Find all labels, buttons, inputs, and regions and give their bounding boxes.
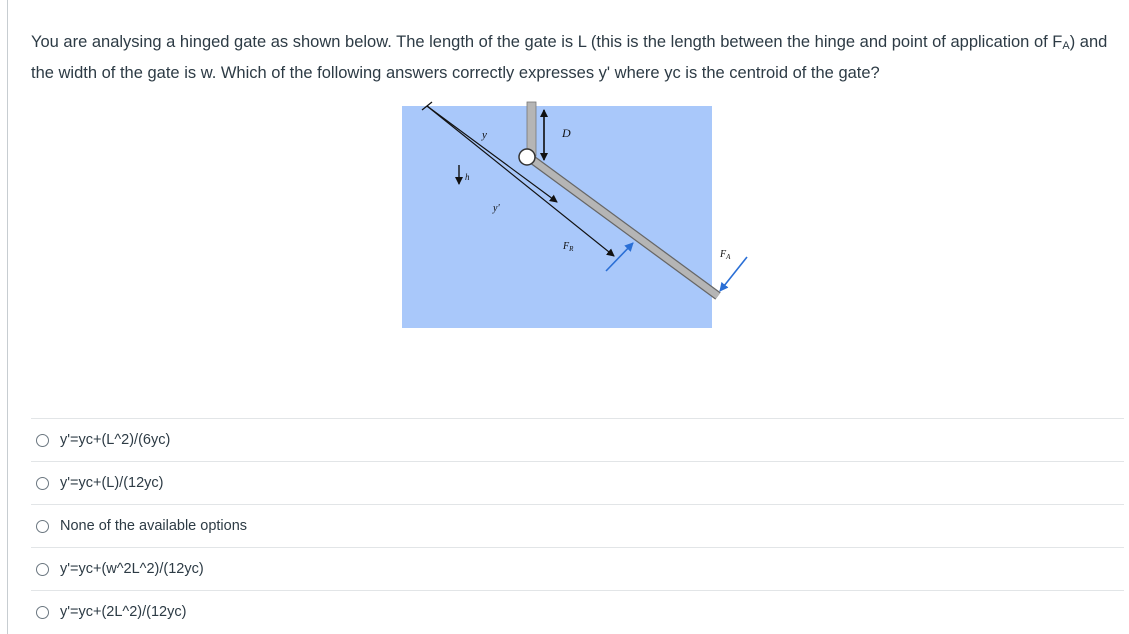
radio-button[interactable] bbox=[36, 434, 49, 447]
label-h: h bbox=[465, 172, 470, 182]
label-fr: $F_R$ bbox=[563, 241, 574, 253]
answer-option-4[interactable] bbox=[31, 547, 1124, 590]
question-part1: You are analysing a hinged gate as shown below. The length of the gate is L (this is the length between the hinge and point of application of F bbox=[31, 33, 1063, 51]
label-y: y bbox=[482, 129, 487, 141]
hinge-circle bbox=[519, 149, 535, 165]
radio-button[interactable] bbox=[36, 606, 49, 619]
answer-option-5[interactable] bbox=[31, 590, 1124, 633]
label-y-prime: y' bbox=[493, 203, 500, 214]
question-text bbox=[31, 29, 1127, 87]
label-fa: $F_A$ bbox=[720, 249, 731, 261]
answer-label: y'=yc+(2L^2)/(12yc) bbox=[60, 604, 187, 620]
answer-option-3[interactable] bbox=[31, 504, 1124, 547]
radio-button[interactable] bbox=[36, 477, 49, 490]
vertical-wall bbox=[527, 102, 536, 156]
answer-label: y'=yc+(w^2L^2)/(12yc) bbox=[60, 561, 204, 577]
answer-label: None of the available options bbox=[60, 518, 248, 534]
label-D: D bbox=[562, 126, 571, 140]
answer-label: y'=yc+(L)/(12yc) bbox=[60, 475, 164, 491]
question-subscript: A bbox=[1062, 40, 1070, 52]
radio-button[interactable] bbox=[36, 563, 49, 576]
fa-force-arrow bbox=[720, 257, 747, 291]
answer-option-2[interactable] bbox=[31, 461, 1124, 504]
answer-list bbox=[31, 418, 1124, 633]
question-part2: ) and the width of the gate is w. Which of the following answers correctly expresses y' where yc is the centroid of the gate? bbox=[31, 33, 1108, 82]
radio-button[interactable] bbox=[36, 520, 49, 533]
answer-label: y'=yc+(L^2)/(6yc) bbox=[60, 432, 171, 448]
left-border bbox=[7, 0, 8, 634]
water-region bbox=[402, 106, 712, 328]
hinged-gate-figure bbox=[402, 100, 772, 330]
gate-diagram bbox=[402, 100, 772, 330]
answer-option-1[interactable] bbox=[31, 418, 1124, 461]
